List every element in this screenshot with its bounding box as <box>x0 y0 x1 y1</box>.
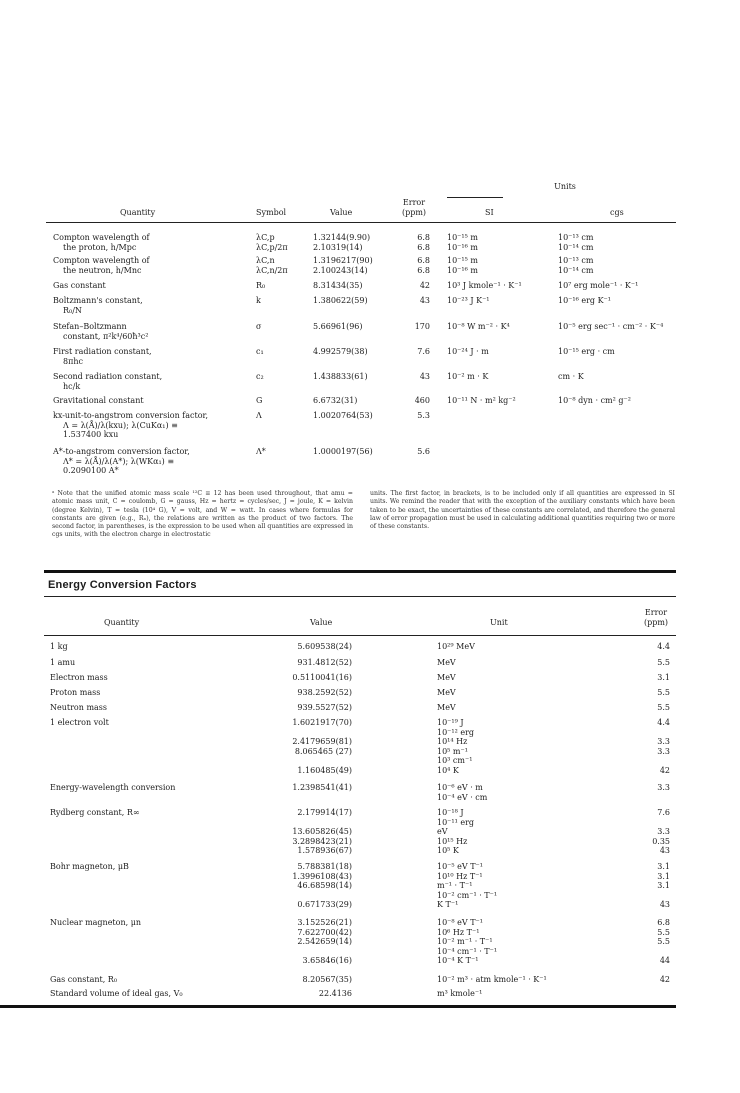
cell-cgs <box>558 322 663 332</box>
cell-quantity-line: 1.537400 kxu <box>63 430 119 439</box>
cell-cgs-line: 10⁻¹⁴ cm <box>558 265 594 275</box>
cell-symbol <box>256 281 265 291</box>
cell-value-line: 13.605826(45) <box>292 827 352 837</box>
cell-error-line: 42 <box>419 281 430 290</box>
cell-quantity: 1 kg <box>50 642 68 651</box>
cell-value-line: 3.2898423(21) <box>292 836 352 846</box>
units-group-rule <box>447 197 503 198</box>
cell-unit-line: 10⁻⁴ K T⁻¹ <box>437 956 479 966</box>
cell-error-line: 5.5 <box>657 688 670 697</box>
cell-quantity <box>53 347 152 366</box>
cell-unit-line: 10⁻⁵ eV T⁻¹ <box>437 862 483 871</box>
cell-error-line: 5.5 <box>657 927 670 937</box>
cell-error-line: 170 <box>414 322 430 331</box>
cell-error-line: 3.1 <box>657 871 670 881</box>
cell-quantity: Gas constant, R₀ <box>50 975 118 984</box>
cell-quantity-line: First radiation constant, <box>53 347 152 356</box>
cell-error-line: 44 <box>659 956 670 966</box>
cell-error <box>396 447 430 457</box>
cell-unit-line: 10⁻⁸ eV T⁻¹ <box>437 918 483 927</box>
cell-value-line: 2.542659(14) <box>297 937 352 947</box>
cell-error-line: 7.6 <box>417 347 430 356</box>
cell-value <box>313 233 370 252</box>
cell-si-line: 10⁻²³ J K⁻¹ <box>447 296 490 305</box>
cell-unit <box>437 783 487 802</box>
cell-error-line: 3.1 <box>657 673 670 682</box>
cell-cgs-line: 10⁻¹⁵ erg · cm <box>558 347 615 356</box>
cell-value <box>260 718 352 776</box>
cell-symbol-line: λC,p <box>256 233 275 242</box>
cell-unit-line: MeV <box>437 688 456 697</box>
cell-error-line: 6.8 <box>417 265 430 275</box>
cell-error-line: 43 <box>419 296 430 305</box>
cell-error-line: 3.3 <box>657 827 670 837</box>
cell-quantity-line: constant, π²k⁴/60ħ³c² <box>63 331 149 341</box>
cell-si-line: 10⁻¹⁶ m <box>447 242 478 252</box>
cell-error-line: 5.5 <box>657 937 670 947</box>
cell-value-line: 8.31434(35) <box>313 281 363 290</box>
cell-symbol-line: Λ <box>256 411 262 420</box>
cell-unit-line: 10²⁹ MeV <box>437 642 475 651</box>
cell-cgs <box>558 396 631 406</box>
t2-header-quantity: Quantity <box>104 618 140 627</box>
cell-cgs-line: 10⁻¹⁶ erg K⁻¹ <box>558 296 611 305</box>
cell-error <box>396 372 430 382</box>
cell-value <box>260 918 352 966</box>
cell-symbol-line: k <box>256 296 261 305</box>
cell-value <box>260 703 352 713</box>
cell-quantity <box>53 256 150 275</box>
cell-unit <box>437 989 482 999</box>
cell-quantity-line: R₀/N <box>63 305 82 315</box>
cell-unit-line: 10⁵ K <box>437 846 459 856</box>
cell-error-line: 0.35 <box>652 836 670 846</box>
cell-symbol <box>256 396 262 406</box>
cell-cgs <box>558 233 593 252</box>
cell-quantity-line: Boltzmann's constant, <box>53 296 143 305</box>
cell-symbol-line: G <box>256 396 263 405</box>
cell-quantity: Standard volume of ideal gas, V₀ <box>50 989 183 998</box>
cell-si-line: 10³ J kmole⁻¹ · K⁻¹ <box>447 281 522 290</box>
cell-error-line: 460 <box>414 396 430 405</box>
cell-value-line: 3.152526(21) <box>297 918 352 927</box>
cell-value-line: 5.609538(24) <box>297 642 352 651</box>
cell-value-line: 2.4179659(81) <box>292 737 352 747</box>
cell-unit-line: 10⁻⁶ eV · m <box>437 783 483 792</box>
cell-value-line: 2.100243(14) <box>313 265 368 275</box>
cell-quantity: 1 electron volt <box>50 718 109 727</box>
footnote-left: ᵃ Note that the unified atomic mass scale ¹²C ≡ 12 has been used throughout, that amu = atomic mass unit, C = coulomb, G = gauss, Hz = hertz = cycles/sec, J = joule, K = kelvin (degree Kelvin), T = tesla (10⁴ G), V = volt, and W = watt. In cases where formulas for constants are given (e.g., Rₓ), the relations are written as the product of two factors. The second factor, in parentheses, is the expression to be used when all quantities are expressed in cgs units, with the electron charge in electrostatic <box>52 490 353 539</box>
cell-value-line: 0.671733(29) <box>297 900 352 910</box>
cell-value-line: 3.65846(16) <box>302 956 352 966</box>
cell-value <box>313 322 363 332</box>
cell-value-line <box>260 891 352 901</box>
cell-si <box>447 233 478 252</box>
cell-quantity: Bohr magneton, μB <box>50 862 129 871</box>
cell-unit-line: 10⁻⁴ eV · cm <box>437 792 488 802</box>
cell-value-line: 1.380622(59) <box>313 296 368 305</box>
cell-error-line: 5.6 <box>417 447 430 456</box>
cell-value <box>313 447 373 457</box>
cell-symbol-line: λC,p/2π <box>256 242 288 252</box>
cell-symbol-line: R₀ <box>256 281 266 290</box>
cell-quantity-line: Gas constant <box>53 281 106 290</box>
cell-error-line: 6.8 <box>657 918 670 927</box>
cell-unit-line: MeV <box>437 658 456 667</box>
cell-error-line: 5.5 <box>657 658 670 667</box>
cell-si-line: 10⁻² m · K <box>447 372 489 381</box>
cell-value <box>313 396 357 406</box>
cell-value-line: 1.3996108(43) <box>292 871 352 881</box>
cell-unit-line: K T⁻¹ <box>437 900 459 910</box>
cell-value-line: 5.788381(18) <box>297 862 352 871</box>
cell-symbol <box>256 233 288 252</box>
cell-value-line: 7.622700(42) <box>297 927 352 937</box>
t2-header-error: Error (ppm) <box>643 608 669 627</box>
cell-quantity: Rydberg constant, R∞ <box>50 808 140 817</box>
cell-value <box>313 281 363 291</box>
cell-unit-line: 10⁻¹⁹ J <box>437 718 464 727</box>
cell-cgs-line: 10⁻¹³ cm <box>558 256 594 265</box>
cell-unit <box>437 975 547 985</box>
cell-value-line: 1.438833(61) <box>313 372 368 381</box>
cell-symbol <box>256 256 288 275</box>
cell-cgs <box>558 296 611 306</box>
cell-error-line: 5.3 <box>417 411 430 420</box>
cell-unit <box>437 642 475 652</box>
cell-si-line: 10⁻¹⁵ m <box>447 256 478 265</box>
cell-cgs <box>558 347 615 357</box>
cell-value-line: 1.0020764(53) <box>313 411 373 420</box>
cell-error <box>630 808 670 856</box>
cell-error-line <box>630 947 670 957</box>
cell-cgs <box>558 372 584 382</box>
cell-si <box>447 396 516 406</box>
cell-quantity-line: the proton, h/Mpc <box>63 242 137 252</box>
cell-error-line: 4.4 <box>657 718 670 727</box>
cell-unit <box>437 673 456 683</box>
cell-quantity-line: Compton wavelength of <box>53 256 150 265</box>
cell-unit-line: 10⁵ m⁻¹ <box>437 746 468 756</box>
cell-unit-line: MeV <box>437 703 456 712</box>
cell-symbol-line: c₁ <box>256 347 264 356</box>
cell-quantity-line: hc/k <box>63 381 81 391</box>
bottom-rule <box>0 1005 676 1008</box>
cell-error-line: 42 <box>659 765 670 775</box>
cell-quantity <box>53 372 162 391</box>
cell-quantity-line: kx-unit-to-angstrom conversion factor, <box>53 411 209 420</box>
header-cgs: cgs <box>610 208 624 217</box>
header-rule <box>46 222 676 223</box>
footnote-right: units. The first factor, in brackets, is to be included only if all quantities are expressed in SI units. We remind the reader that with the exception of the auxiliary constants which have been taken to be exact, the uncertainties of these constants are correlated, and therefore the general law of error propagation must be used in calculating additional quantities requiring two or more of these constants. <box>370 490 675 531</box>
cell-unit-line: 10⁻⁴ cm⁻¹ · T⁻¹ <box>437 946 498 956</box>
cell-quantity-line: Λ* = λ(Å)/λ(A*); λ(WKα₁) ≡ <box>63 456 175 466</box>
cell-unit-line: MeV <box>437 673 456 682</box>
cell-quantity-line: 8πhc <box>63 356 83 366</box>
cell-unit-line: 10¹⁵ Hz <box>437 836 468 846</box>
cell-unit <box>437 703 456 713</box>
cell-error-line <box>630 728 670 738</box>
cell-unit-line: 10⁻² cm⁻¹ · T⁻¹ <box>437 890 498 900</box>
cell-value-line: 8.20567(35) <box>302 975 352 984</box>
cell-si <box>447 256 478 275</box>
cell-si-line: 10⁻¹¹ N · m² kg⁻² <box>447 396 516 405</box>
cell-quantity <box>53 396 144 406</box>
cell-error <box>396 347 430 357</box>
cell-quantity: Nuclear magneton, μn <box>50 918 142 927</box>
cell-error <box>630 673 670 683</box>
cell-value-line: 6.6732(31) <box>313 396 358 405</box>
cell-unit-line: 10⁻¹¹ erg <box>437 817 475 827</box>
cell-quantity-line: Λ = λ(Å)/λ(kxu); λ(CuKα₁) ≡ <box>63 420 178 430</box>
cell-symbol <box>256 411 262 421</box>
cell-si-line: 10⁻²⁴ J · m <box>447 347 489 356</box>
cell-si <box>447 372 488 382</box>
cell-quantity <box>53 233 150 252</box>
cell-error-line: 3.3 <box>657 783 670 792</box>
cell-value <box>313 256 373 275</box>
cell-error-line: 43 <box>419 372 430 381</box>
cell-cgs <box>558 281 638 291</box>
header-error: Error (ppm) <box>401 198 427 217</box>
cell-error <box>630 658 670 668</box>
cell-error-line: 43 <box>659 846 670 856</box>
cell-error <box>630 975 670 985</box>
t2-header-unit: Unit <box>490 618 508 627</box>
cell-unit-line: 10⁶ Hz T⁻¹ <box>437 927 480 937</box>
cell-error <box>630 718 670 776</box>
cell-error-line <box>630 818 670 828</box>
cell-quantity-line: A*-to-angstrom conversion factor, <box>53 447 190 456</box>
cell-value-line: 22.4136 <box>318 989 352 998</box>
cell-quantity-line: Compton wavelength of <box>53 233 150 242</box>
cell-value-line: 2.10319(14) <box>313 242 363 252</box>
cell-value <box>260 862 352 910</box>
t2-header-rule <box>44 635 676 636</box>
cell-error-line: 7.6 <box>657 808 670 817</box>
cell-error-line: 3.1 <box>657 881 670 891</box>
cell-unit-line: 10⁴ K <box>437 765 459 775</box>
cell-value-line: 931.4812(52) <box>297 658 352 667</box>
cell-unit-line: 10¹⁴ Hz <box>437 737 468 747</box>
cell-quantity <box>53 411 208 440</box>
cell-error <box>396 281 430 291</box>
cell-value-line <box>260 818 352 828</box>
cell-unit <box>437 918 497 966</box>
cell-error <box>396 396 430 406</box>
cell-quantity-line: Stefan–Boltzmann <box>53 322 127 331</box>
cell-value-line: 1.2398541(41) <box>292 783 352 792</box>
cell-value <box>313 347 368 357</box>
cell-error <box>396 256 430 275</box>
cell-unit-line: 10⁻² m³ · atm kmole⁻¹ · K⁻¹ <box>437 975 547 984</box>
cell-quantity: Neutron mass <box>50 703 108 712</box>
cell-quantity: 1 amu <box>50 658 76 667</box>
cell-error <box>396 411 430 421</box>
cell-unit-line: eV <box>437 827 448 837</box>
cell-unit <box>437 718 474 776</box>
cell-si <box>447 347 489 357</box>
cell-value <box>313 372 368 382</box>
cell-value-line: 2.179914(17) <box>297 808 352 817</box>
cell-value <box>313 411 373 421</box>
cell-error <box>396 296 430 306</box>
cell-symbol-line: λC,n/2π <box>256 265 288 275</box>
cell-error <box>630 642 670 652</box>
header-value: Value <box>330 208 353 217</box>
cell-error-line: 43 <box>659 900 670 910</box>
cell-error-line: 5.5 <box>657 703 670 712</box>
cell-unit-line: 10¹⁰ Hz T⁻¹ <box>437 871 483 881</box>
cell-error-line <box>630 793 670 803</box>
cell-symbol-line: λC,n <box>256 256 275 265</box>
cell-unit <box>437 808 474 856</box>
cell-error-line: 42 <box>659 975 670 984</box>
cell-error-line: 3.3 <box>657 746 670 756</box>
cell-error-line <box>630 989 670 999</box>
cell-value-line: 1.0000197(56) <box>313 447 373 456</box>
cell-error-line: 3.1 <box>657 862 670 871</box>
cell-symbol <box>256 347 264 357</box>
cell-value-line: 939.5527(52) <box>297 703 352 712</box>
cell-value <box>313 296 368 306</box>
cell-error <box>630 989 670 999</box>
cell-value <box>260 975 352 985</box>
cell-error-line <box>630 756 670 766</box>
section-rule-top <box>44 570 676 573</box>
cell-value <box>260 783 352 793</box>
cell-value-line: 8.065465 (27) <box>294 746 352 756</box>
cell-si <box>447 281 522 291</box>
cell-value-line: 4.992579(38) <box>313 347 368 356</box>
cell-quantity: Energy-wavelength conversion <box>50 783 176 792</box>
cell-quantity-line: 0.2090100 A* <box>63 466 119 475</box>
cell-value-line: 1.160485(49) <box>297 765 352 775</box>
cell-value-line: 46.68598(14) <box>297 881 352 891</box>
cell-value-line <box>260 756 352 766</box>
cell-error <box>630 862 670 910</box>
cell-si-line: 10⁻⁸ W m⁻² · K⁴ <box>447 322 510 331</box>
cell-value <box>260 688 352 698</box>
cell-error-line: 6.8 <box>417 233 430 242</box>
cell-quantity-line: Second radiation constant, <box>53 372 163 381</box>
header-quantity: Quantity <box>120 208 156 217</box>
cell-symbol <box>256 296 261 306</box>
cell-cgs-line: 10⁻¹⁴ cm <box>558 242 594 252</box>
cell-cgs-line: 10⁻⁵ erg sec⁻¹ · cm⁻² · K⁻⁴ <box>558 322 664 331</box>
cell-value-line: 938.2592(52) <box>297 688 352 697</box>
section-title: Energy Conversion Factors <box>48 579 197 591</box>
cell-error-line: 6.8 <box>417 256 430 265</box>
header-si: SI <box>485 208 494 217</box>
title-rule <box>44 596 676 597</box>
cell-quantity: Proton mass <box>50 688 101 697</box>
cell-unit-line: 10⁻² m⁻¹ · T⁻¹ <box>437 937 493 947</box>
cell-error-line: 6.8 <box>417 242 430 252</box>
cell-symbol <box>256 447 266 457</box>
cell-quantity <box>53 447 190 476</box>
cell-value-line <box>260 947 352 957</box>
cell-error-line: 3.3 <box>657 737 670 747</box>
cell-quantity <box>53 281 106 291</box>
cell-symbol-line: Λ* <box>256 447 266 456</box>
cell-symbol-line: c₂ <box>256 372 264 381</box>
cell-quantity <box>53 322 148 341</box>
t2-header-value: Value <box>310 618 333 627</box>
cell-value-line: 1.6021917(70) <box>292 718 352 727</box>
cell-symbol-line: σ <box>256 322 262 331</box>
cell-error-line <box>630 891 670 901</box>
cell-value <box>260 658 352 668</box>
header-symbol: Symbol <box>256 208 287 217</box>
cell-unit <box>437 658 456 668</box>
cell-error <box>396 233 430 252</box>
cell-error <box>630 703 670 713</box>
cell-cgs-line: cm · K <box>558 372 584 381</box>
cell-value <box>260 673 352 683</box>
cell-value-line: 5.66961(96) <box>313 322 363 331</box>
cell-value <box>260 642 352 652</box>
cell-value-line <box>260 728 352 738</box>
units-group-label: Units <box>554 182 576 191</box>
cell-si-line: 10⁻¹⁶ m <box>447 265 478 275</box>
cell-unit <box>437 688 456 698</box>
cell-symbol <box>256 322 261 332</box>
cell-unit-line: m³ kmole⁻¹ <box>437 989 483 998</box>
cell-error <box>630 688 670 698</box>
cell-value-line: 1.3196217(90) <box>313 256 373 265</box>
cell-quantity-line: Gravitational constant <box>53 396 144 405</box>
cell-value <box>260 808 352 856</box>
cell-value-line: 1.32144(9.90) <box>313 233 371 242</box>
cell-unit-line: 10³ cm⁻¹ <box>437 756 473 766</box>
cell-quantity-line: the neutron, h/Mnc <box>63 265 142 275</box>
cell-symbol <box>256 372 264 382</box>
cell-value-line: 1.578936(67) <box>297 846 352 856</box>
cell-cgs <box>558 256 593 275</box>
cell-unit-line: 10⁻¹⁸ J <box>437 808 464 817</box>
cell-error <box>396 322 430 332</box>
cell-unit-line: 10⁻¹² erg <box>437 727 475 737</box>
cell-unit <box>437 862 497 910</box>
cell-si <box>447 296 490 306</box>
cell-value-line: 0.5110041(16) <box>292 673 352 682</box>
cell-error-line: 4.4 <box>657 642 670 651</box>
cell-value <box>260 989 352 999</box>
cell-error <box>630 918 670 966</box>
cell-error <box>630 783 670 802</box>
cell-quantity <box>53 296 143 315</box>
cell-quantity: Electron mass <box>50 673 108 682</box>
cell-si-line: 10⁻¹⁵ m <box>447 233 478 242</box>
cell-cgs-line: 10⁷ erg mole⁻¹ · K⁻¹ <box>558 281 639 290</box>
cell-cgs-line: 10⁻¹³ cm <box>558 233 594 242</box>
cell-unit-line: m⁻¹ · T⁻¹ <box>437 881 473 891</box>
cell-si <box>447 322 510 332</box>
cell-cgs-line: 10⁻⁸ dyn · cm² g⁻² <box>558 396 631 405</box>
